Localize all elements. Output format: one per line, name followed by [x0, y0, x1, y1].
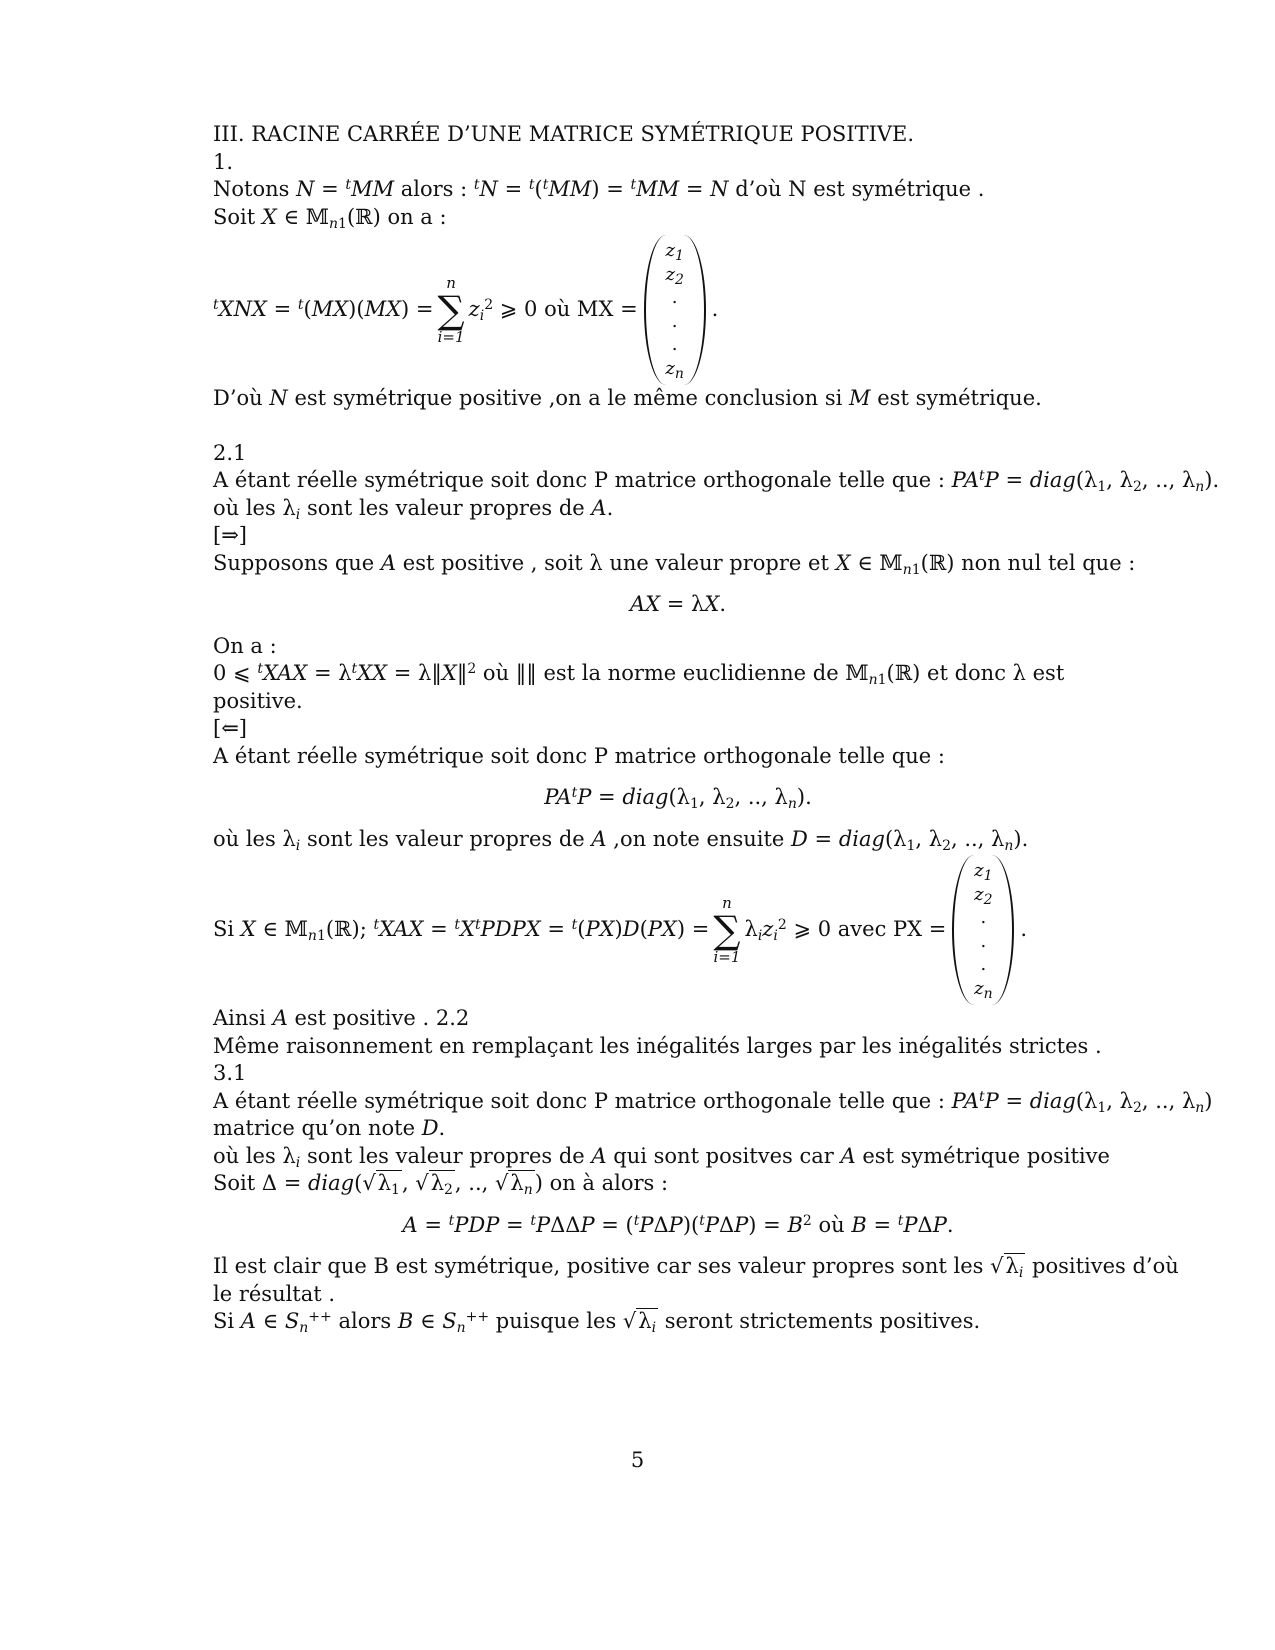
paragraph-clair: Il est clair que B est symétrique, positive car ses valeur propres sont les $√\lambda_i$ positives d’où — [213, 1254, 1179, 1282]
paragraph-si-a: Si A ∈ $S_n^{++}$ alors B ∈ $S_n^{++}$ puisque les $√\lambda_i$ seront strictements positives. — [213, 1309, 981, 1337]
question-1-label: 1. — [213, 149, 234, 174]
paragraph-supposons: Supposons que A est positive , soit λ une valeur propre et X ∈ 𝕄$_{n1}$(ℝ) non nul tel que : — [213, 550, 1136, 578]
paragraph-notons: Notons N = $^t$MM alors : $^t$N = $^t$($^t$MM) = $^t$MM = N d’où N est symétrique . — [213, 177, 985, 201]
paragraph-conclusion-1: D’où N est symétrique positive ,on a le même conclusion si M est symétrique. — [213, 386, 1042, 410]
paragraph-valeurs-3: où les $\lambda_i$ sont les valeur propres de A qui sont positves car A est symétrique positive — [213, 1143, 1110, 1171]
sum-symbol: n ∑ i=1 — [437, 274, 465, 346]
page-number: 5 — [630, 1448, 645, 1472]
equation-ax: AX = λX. — [629, 592, 727, 616]
paragraph-a-etant-1: A étant réelle symétrique soit donc P matrice orthogonale telle que : $PA^tP$ = $diag(\lambda_1$, $\lambda_2$, .., $\lambda_n$). — [213, 468, 1220, 496]
implies-label: [⇒] — [213, 523, 247, 547]
paragraph-norme: 0 ⩽ $^tXAX = \lambda^tXX$ = λ‖X‖$^2$ où ‖‖ est la norme euclidienne de 𝕄$_{n1}$(ℝ) et donc λ est — [213, 661, 1065, 689]
paragraph-valeurs-2: où les $\lambda_i$ sont les valeur propres de A ,on note ensuite $D = diag(\lambda_1$, $\lambda_2$, .., $\lambda_n$). — [213, 826, 1029, 854]
paragraph-meme: Même raisonnement en remplaçant les inégalités larges par les inégalités strictes . — [213, 1033, 1102, 1058]
vector-mx: $z_1$ $z_2$ . . . $z_n$ — [644, 235, 706, 385]
paragraph-a-etant-3: A étant réelle symétrique soit donc P matrice orthogonale telle que : $PA^tP$ = $diag(\lambda_1$, $\lambda_2$, .., $\lambda_n$) — [213, 1088, 1213, 1116]
equation-xax: Si X ∈ 𝕄$_{n1}$(ℝ); $^tXAX = ^tX^tPDPX = ^t(PX)D(PX)$ = n ∑ i=1 $\lambda_iz_i^2$ ⩾ 0 avec PX = $z_1$ $z_2$ . . . $z_n$ . — [213, 855, 1143, 1005]
implied-label: [⇐] — [213, 716, 247, 740]
vector-px: $z_1$ $z_2$ . . . $z_n$ — [952, 855, 1014, 1005]
positive-label: positive. — [213, 688, 303, 713]
paragraph-resultat: le résultat . — [213, 1281, 336, 1306]
page-content — [213, 121, 1220, 1337]
on-a-label: On a : — [213, 633, 277, 658]
question-2-1-label: 2.1 — [213, 440, 247, 465]
paragraph-ainsi: Ainsi A est positive . 2.2 — [213, 1006, 470, 1030]
equation-diag: $PA^tP$ = $diag(\lambda_1$, $\lambda_2$, .., $\lambda_n$). — [544, 785, 812, 813]
paragraph-soit-x: Soit X ∈ 𝕄$_{n1}$(ℝ) on a : — [213, 204, 447, 232]
question-3-1-label: 3.1 — [213, 1061, 247, 1085]
paragraph-valeurs-1: où les $\lambda_i$ sont les valeur propres de A. — [213, 495, 614, 523]
section-heading: III. RACINE CARRÉE D’UNE MATRICE SYMÉTRIQUE POSITIVE. — [213, 122, 915, 146]
paragraph-a-etant-2: A étant réelle symétrique soit donc P matrice orthogonale telle que : — [213, 743, 945, 768]
paragraph-soit-delta: Soit $\Delta = diag(√\lambda_1$, $√\lambda_2$, .., $√\lambda_n$) on à alors : — [213, 1171, 669, 1199]
paragraph-matrice-note: matrice qu’on note D. — [213, 1116, 446, 1140]
sum-symbol-2: n ∑ i=1 — [713, 894, 741, 966]
equation-b-squared: $A = ^tPDP = ^tP\Delta\Delta P = (^tP\Delta P)(^tP\Delta P) = B^2$ où B = $^t$PΔP. — [402, 1212, 954, 1237]
equation-xnx: $^t$XNX = $^t$(MX)(MX) = n ∑ i=1 $z_i^2$ ⩾ 0 où MX = $z_1$ $z_2$ . . . $z_n$ . — [213, 235, 1143, 385]
